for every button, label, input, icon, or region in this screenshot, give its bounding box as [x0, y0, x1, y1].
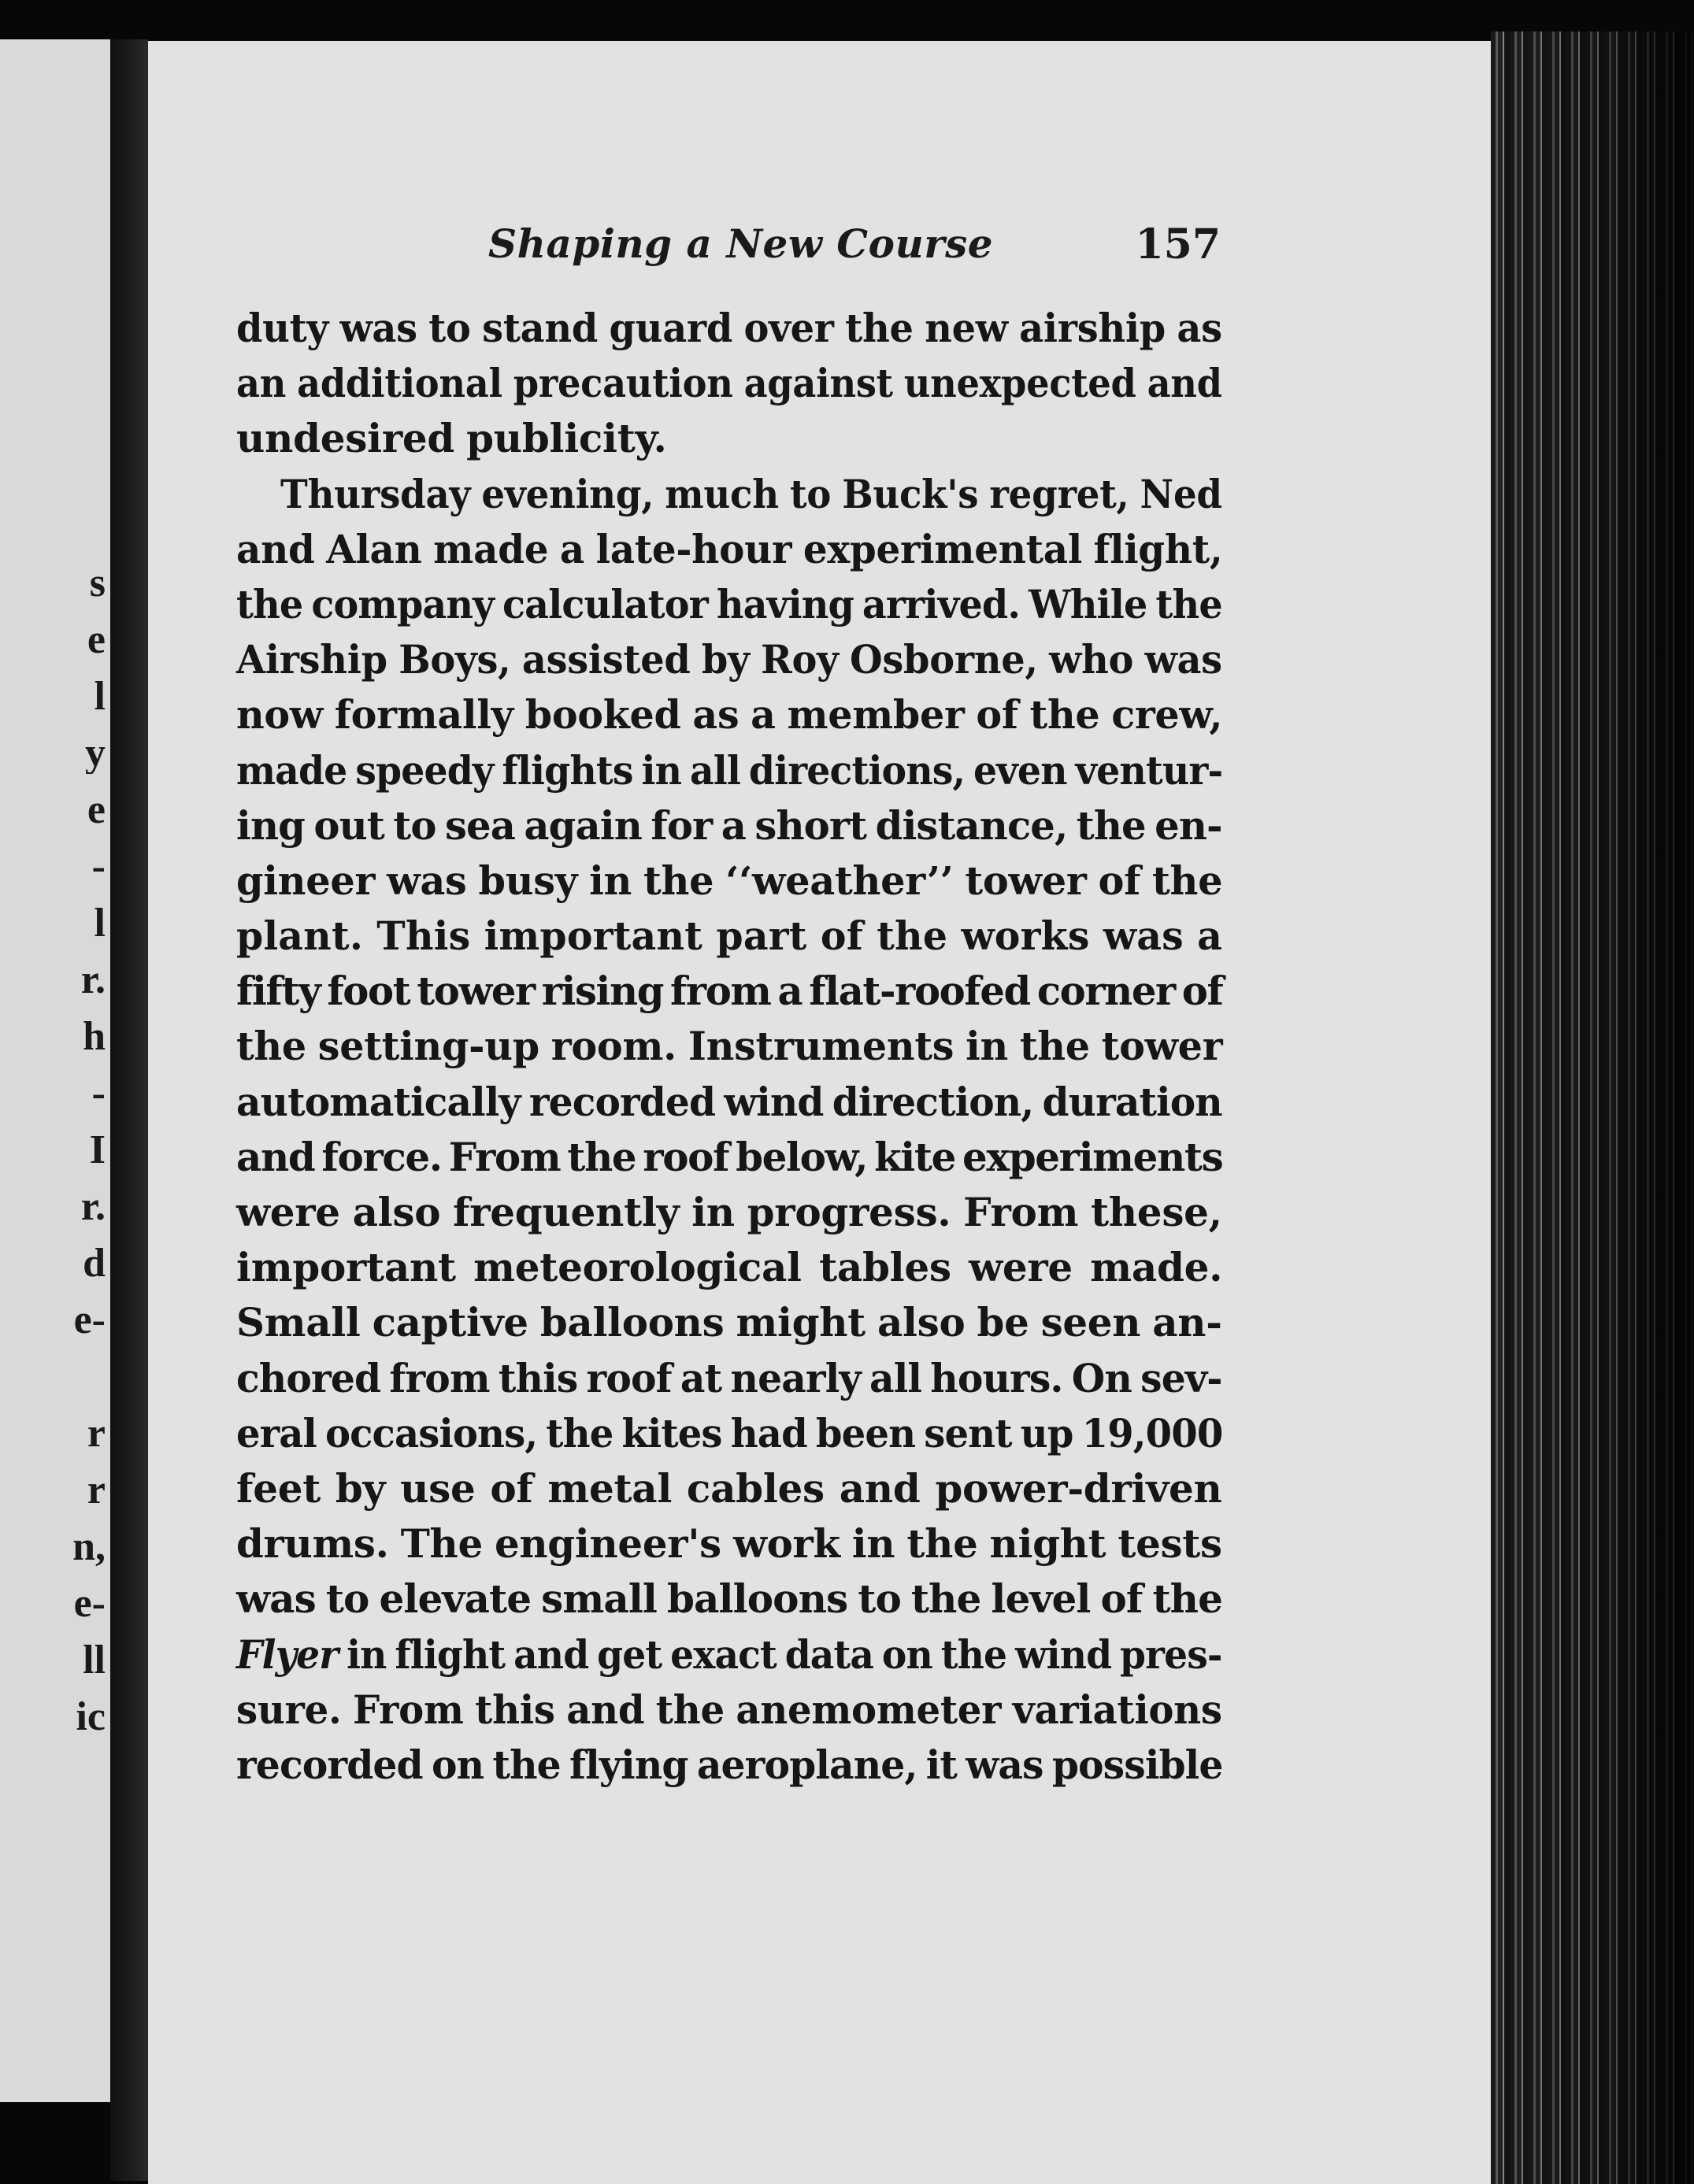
text-line-content: an additional precaution against unexpected and [236, 360, 1222, 407]
text-line [236, 743, 1222, 798]
text-line [236, 853, 1222, 909]
page-number: 157 [1135, 220, 1221, 268]
running-head: Shaping a New Course [488, 220, 994, 267]
text-line-content: and force. From the roof below, kite experiments [236, 1133, 1223, 1180]
facing-page-fragment: I [89, 1130, 106, 1171]
text-line [236, 1738, 1222, 1793]
facing-page-fragment: y [85, 733, 106, 774]
facing-page-fragment: r [87, 1413, 106, 1454]
text-line-content: sure. From this and the anemometer variations [236, 1686, 1222, 1733]
text-line [236, 1682, 1222, 1738]
text-line [236, 1516, 1222, 1571]
text-line [236, 1075, 1222, 1130]
text-line-content: eral occasions, the kites had been sent up 19,000 [236, 1409, 1223, 1457]
text-line-content: made speedy flights in all directions, even ventur- [236, 746, 1223, 794]
italic-word: Flyer [236, 1631, 339, 1678]
text-line-content: in flight and get exact data on the wind pres- [347, 1631, 1222, 1678]
text-line [236, 356, 1222, 411]
text-line [236, 1240, 1222, 1295]
text-line-content: ing out to sea again for a short distance, the en- [236, 801, 1222, 849]
text-line [236, 1295, 1222, 1350]
facing-page-fragment: - [91, 846, 106, 887]
text-line [236, 909, 1222, 964]
text-line-content: were also frequently in progress. From these, [236, 1189, 1222, 1235]
text-line-content: now formally booked as a member of the crew, [236, 691, 1223, 738]
text-line [236, 411, 1222, 466]
text-line [236, 301, 1222, 356]
text-line [236, 1019, 1222, 1074]
text-line [236, 577, 1222, 632]
facing-page-fragment: l [94, 676, 106, 717]
facing-page-fragment: e- [73, 1583, 106, 1624]
text-line-content: automatically recorded wind direction, duration [236, 1078, 1222, 1125]
text-line-content: chored from this roof at nearly all hours. On sev- [236, 1354, 1222, 1401]
text-line-content: and Alan made a late-hour experimental flight, [236, 525, 1223, 572]
text-line-content: drums. The engineer's work in the night tests [236, 1520, 1222, 1568]
facing-page-fragment: r. [80, 1186, 106, 1227]
text-line [236, 1351, 1222, 1406]
facing-page-edge [0, 39, 113, 2102]
text-line-content: Small captive balloons might also be seen an- [236, 1299, 1222, 1346]
text-line [236, 1461, 1222, 1516]
text-line [236, 1406, 1222, 1461]
text-line-content: gineer was busy in the ‘‘weather’’ tower of the [236, 857, 1223, 904]
text-line-content: plant. This important part of the works was a [236, 912, 1223, 960]
facing-page-fragment: e [87, 790, 106, 831]
facing-page-fragment: e [87, 620, 106, 661]
facing-page-fragment: d [83, 1243, 106, 1284]
page-edges-shadow [1491, 31, 1694, 2184]
text-line [236, 632, 1222, 687]
page-edges [1491, 31, 1694, 2184]
facing-page-fragment: - [91, 1073, 106, 1114]
facing-page-fragment: s [89, 563, 106, 604]
facing-page-fragment: r. [80, 960, 106, 1001]
text-line-content: feet by use of metal cables and power-driven [236, 1464, 1222, 1512]
text-line [236, 798, 1222, 853]
facing-page-fragment: ll [83, 1640, 106, 1681]
text-line [236, 687, 1222, 742]
text-line [236, 964, 1222, 1019]
text-line-content: fifty foot tower rising from a flat-roofed corner of [236, 968, 1223, 1015]
book-gutter [110, 39, 148, 2181]
text-line [236, 522, 1222, 577]
text-line-content: duty was to stand guard over the new airship as [236, 305, 1222, 351]
text-line-content: Thursday evening, much to Buck's regret, Ned [280, 470, 1222, 517]
body-text [236, 301, 1222, 1793]
text-line [236, 1571, 1222, 1627]
facing-page-fragment: l [94, 903, 106, 944]
facing-page-fragment: n, [72, 1527, 106, 1568]
text-line-content: the setting-up room. Instruments in the tower [236, 1023, 1223, 1070]
text-line-content: Airship Boys, assisted by Roy Osborne, who was [236, 636, 1222, 683]
facing-page-fragment: r [87, 1470, 106, 1511]
text-line-content: was to elevate small balloons to the level of the [236, 1575, 1223, 1623]
facing-page-fragment: ic [76, 1697, 106, 1738]
text-line-content: recorded on the flying aeroplane, it was possible [236, 1741, 1223, 1788]
page-header [488, 220, 1221, 283]
text-line [236, 1627, 1222, 1682]
text-line-content: the company calculator having arrived. While the [236, 580, 1222, 627]
text-line-content: important meteorological tables were made. [236, 1244, 1223, 1291]
facing-page-fragment: e- [73, 1300, 106, 1341]
text-line [236, 1130, 1222, 1185]
facing-page-fragment: h [83, 1016, 106, 1057]
text-line-content: undesired publicity. [236, 415, 667, 462]
text-line [236, 467, 1222, 522]
text-line [236, 1185, 1222, 1240]
